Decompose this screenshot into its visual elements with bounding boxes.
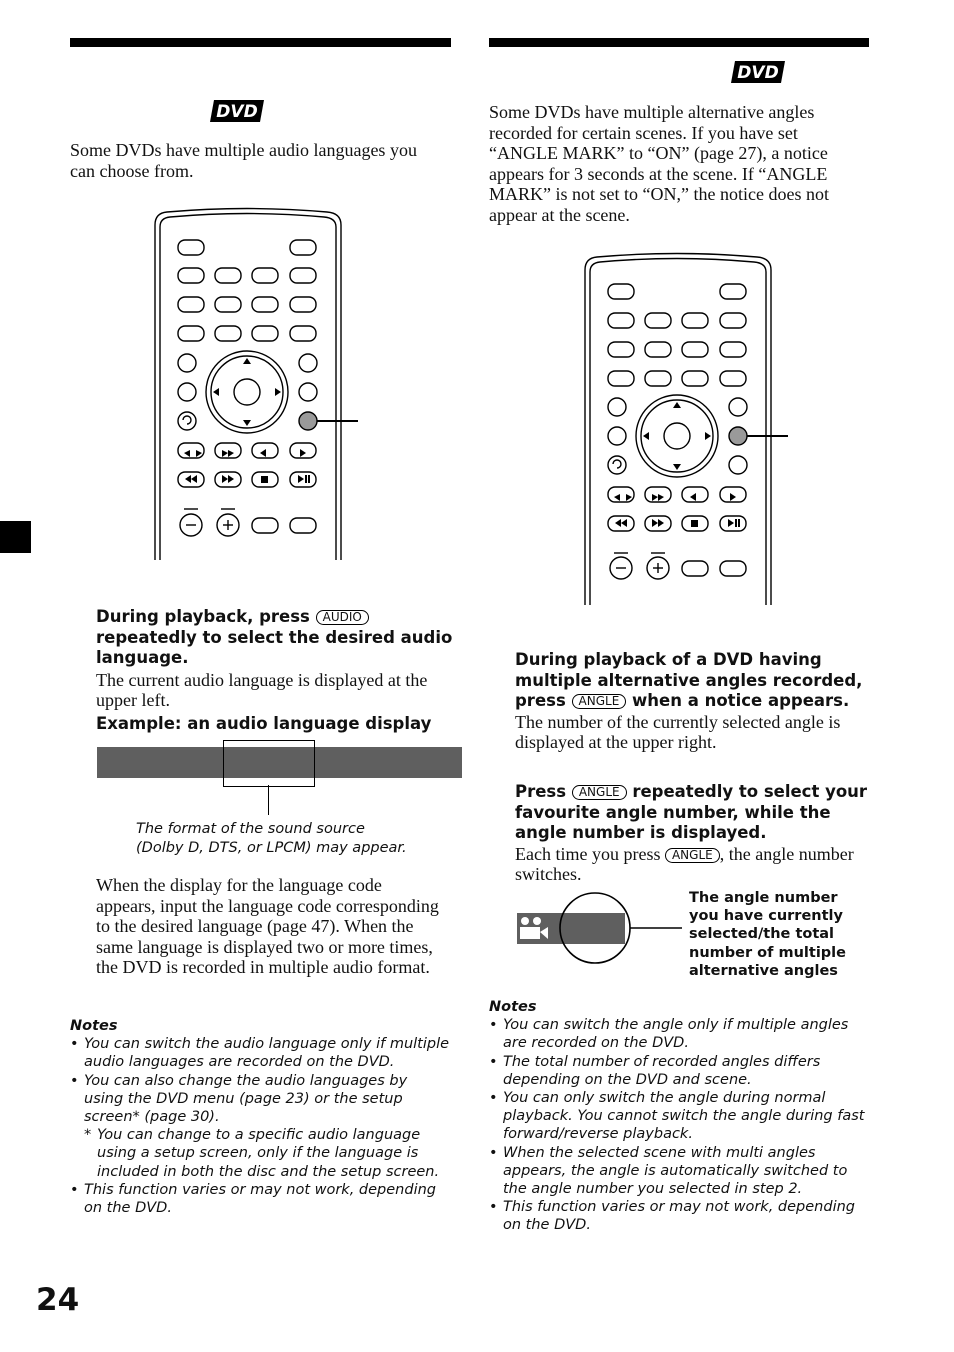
side-tab-marker: [0, 521, 31, 553]
right-notes: Notes • You can switch the angle only if multiple angles are recorded on the DVD. • The total number of recorded angles differs depending on the DVD and scene. • You can only switch the angle during normal playback. You cannot switch the angle during fast forward/reverse playback. • When the selected scene with multi angles appears, the angle is automatically switched to the angle number you selected in step 2. • This function varies or may not work, depending on the DVD.: [489, 998, 869, 1235]
remote-control-illustration: [580, 250, 795, 605]
sound-format-caption: The format of the sound source (Dolby D, DTS, or LPCM) may appear.: [136, 821, 407, 856]
left-notes: Notes • You can switch the audio language only if multiple audio languages are recorded on the DVD. • You can also change the audio languages by using the DVD menu (page 23) or the setup screen* (page 30). * You can change to a specific audio language using a setup screen, only if the language is included in both the disc and the setup screen. • This function varies or may not work, depending on the DVD.: [70, 1017, 450, 1217]
note-item: • This function varies or may not work, depending on the DVD.: [489, 1198, 869, 1234]
note-item: • This function varies or may not work, depending on the DVD.: [70, 1181, 450, 1217]
note-item: • You can switch the angle only if multiple angles are recorded on the DVD.: [489, 1016, 869, 1052]
right-top-rule: [489, 38, 869, 47]
right-intro-text: Some DVDs have multiple alternative angles recorded for certain scenes. If you have set “ANGLE MARK” to “ON” (page 27), a notice appears for 3 seconds at the scene. If “ANGLE MARK” is not set to “ON,” the notice does not appear at the scene.: [489, 102, 829, 225]
page-number: 24: [36, 1282, 80, 1318]
right-step-2: Press ANGLE repeatedly to select your favourite angle number, while the angle number is displayed. Each time you press ANGLE , the angle number switches.: [515, 782, 868, 884]
audio-key: AUDIO: [316, 610, 369, 625]
right-step-1: During playback of a DVD having multiple alternative angles recorded, press ANGLE when a notice appears. The number of the currently selected angle is displayed at the upper right.: [515, 650, 863, 752]
angle-key: ANGLE: [665, 848, 720, 863]
note-subitem: * You can change to a specific audio language using a setup screen, only if the language is included in both the disc and the setup screen.: [70, 1126, 450, 1181]
dvd-logo-icon: [210, 96, 268, 126]
remote-control-illustration: [150, 205, 365, 560]
angle-display-illustration: [512, 890, 687, 966]
language-code-paragraph: When the display for the language code appears, input the language code corresponding to the desired language (page 47). When the same language is displayed two or more times, the DVD is recorded in multiple audio format.: [96, 875, 439, 977]
left-top-rule: [70, 38, 451, 47]
note-item: • You can switch the audio language only if multiple audio languages are recorded on the DVD.: [70, 1035, 450, 1071]
left-step-1: During playback, press AUDIO repeatedly to select the desired audio language. The current audio language is displayed at the upper left. Example: an audio language display: [96, 607, 453, 733]
left-intro-text: Some DVDs have multiple audio languages you can choose from.: [70, 140, 417, 181]
angle-key: ANGLE: [572, 785, 627, 800]
note-item: • The total number of recorded angles differs depending on the DVD and scene.: [489, 1053, 869, 1089]
caption-leader-line: [268, 785, 269, 815]
dvd-logo-icon: [731, 57, 789, 87]
angle-number-caption: The angle number you have currently selected/the total number of multiple alternative angles: [689, 890, 846, 979]
svg-text:DVD: DVD: [216, 102, 258, 122]
note-item: • When the selected scene with multi angles appears, the angle is automatically switched to the angle number you selected in step 2.: [489, 1144, 869, 1199]
svg-text:DVD: DVD: [737, 63, 779, 83]
angle-key: ANGLE: [572, 694, 627, 709]
audio-display-highlight-box: [223, 740, 315, 787]
note-item: • You can only switch the angle during normal playback. You cannot switch the angle during fast forward/reverse playback.: [489, 1089, 869, 1144]
note-item: • You can also change the audio languages by using the DVD menu (page 23) or the setup screen* (page 30).: [70, 1072, 450, 1127]
